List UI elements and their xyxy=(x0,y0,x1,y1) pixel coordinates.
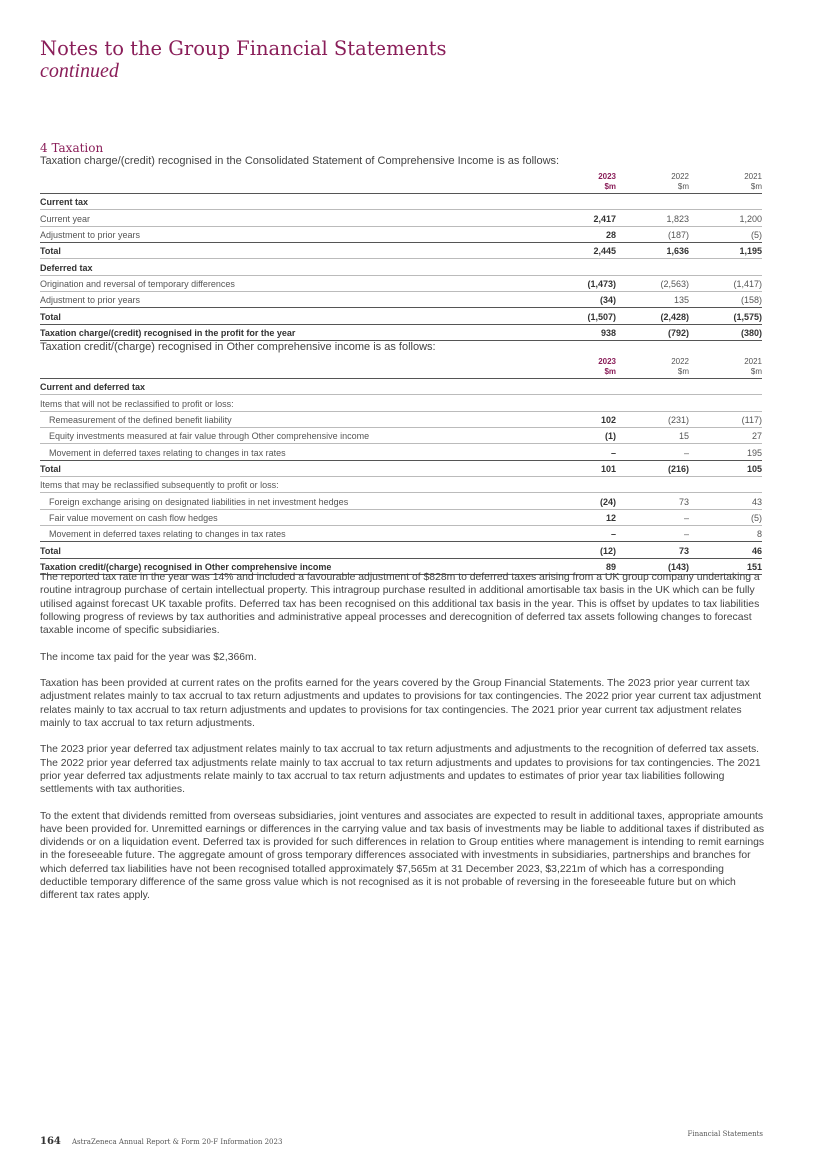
col-2022: 2022 $m xyxy=(671,357,689,376)
cell-2021: (5) xyxy=(751,230,762,241)
row-heading: Deferred tax xyxy=(40,262,93,273)
cell-2021: 151 xyxy=(746,562,762,573)
paragraph: To the extent that dividends remitted from overseas subsidiaries, joint ventures and associates are expected to result in additional taxes, appropriate amounts have been provided for. Unremitted earnings or differences in the carrying value and tax basis of investments may be liable to additional taxes if distributed as dividends or on a liquidation event. Deferred tax is provided for such differences in relation to Group entities where management is intending to remit earnings in the foreseeable future. The aggregate amount of gross temporary differences associated with investments in subsidiaries, partnerships and branches for which deferred tax liabilities have not been recognised totalled approximately $7,565m at 31 December 2023, $3,221m of which has a corresponding deductible temporary difference of the same gross value which is not recognised as it is not probable of reversing in the foreseeable future but on which different tax rates apply. xyxy=(40,810,765,902)
cell-2022: 73 xyxy=(678,545,689,556)
row-label: Current year xyxy=(40,213,91,224)
table-header-row xyxy=(40,169,762,194)
cell-2023: (1,507) xyxy=(587,311,616,322)
total-row xyxy=(40,308,762,324)
table-row xyxy=(40,395,762,411)
table-row xyxy=(40,194,762,210)
cell-2023: (12) xyxy=(599,545,616,556)
section-name: Financial Statements xyxy=(687,1130,763,1138)
col-2022: 2022 $m xyxy=(671,172,689,191)
cell-2021: 195 xyxy=(746,447,762,458)
paragraph: The income tax paid for the year was $2,366m. xyxy=(40,651,257,663)
col-2021: 2021 $m xyxy=(744,172,762,191)
row-label: Movement in deferred taxes relating to changes in tax rates xyxy=(49,529,286,540)
table-row xyxy=(40,444,762,460)
cell-2022: (143) xyxy=(667,562,689,573)
page-subtitle: continued xyxy=(40,60,119,82)
cell-2023: (1) xyxy=(605,431,616,442)
table-row xyxy=(40,428,762,444)
cell-2023: 28 xyxy=(605,230,616,241)
cell-2022: (187) xyxy=(667,230,689,241)
cell-2022: (216) xyxy=(667,464,689,475)
row-label: Taxation charge/(credit) recognised in the profit for the year xyxy=(40,328,296,339)
cell-2022: 135 xyxy=(673,295,689,306)
cell-2021: 8 xyxy=(756,529,762,540)
cell-2023: 89 xyxy=(605,562,616,573)
cell-2021: 105 xyxy=(746,464,762,475)
cell-2022: 15 xyxy=(678,431,689,442)
report-name: AstraZeneca Annual Report & Form 20-F Information 2023 xyxy=(71,1138,283,1146)
total-row xyxy=(40,542,762,558)
table-row xyxy=(40,526,762,542)
cell-2023: (1,473) xyxy=(587,279,616,290)
row-label: Remeasurement of the defined benefit liability xyxy=(49,415,232,426)
cell-2023: 2,417 xyxy=(593,213,616,224)
row-label: Equity investments measured at fair value through Other comprehensive income xyxy=(49,431,370,442)
paragraph: Taxation has been provided at current rates on the profits earned for the years covered by the Group Financial Statements. The 2023 prior year current tax adjustment relates mainly to tax accrual to tax return adjustments and updates to provisions for tax contingencies. The 2022 prior year current tax adjustment relates mainly to tax accrual to tax return adjustments and updates to provisions for tax contingencies. The 2021 prior year current tax adjustment relates mainly to tax accrual to tax return adjustments. xyxy=(40,678,762,729)
row-label: Movement in deferred taxes relating to changes in tax rates xyxy=(49,447,286,458)
row-label: Total xyxy=(40,545,61,556)
table-row xyxy=(40,477,762,493)
page-title: Notes to the Group Financial Statements xyxy=(40,37,447,60)
cell-2023: 102 xyxy=(600,415,616,426)
row-label: Adjustment to prior years xyxy=(40,230,141,241)
cell-2022: – xyxy=(683,513,689,524)
cell-2021: (1,575) xyxy=(733,311,762,322)
row-label: Total xyxy=(40,246,61,257)
cell-2022: 1,636 xyxy=(666,246,689,257)
cell-2022: – xyxy=(683,529,689,540)
cell-2023: – xyxy=(610,529,616,540)
cell-2022: 73 xyxy=(678,496,689,507)
paragraph: The 2023 prior year deferred tax adjustment relates mainly to tax accrual to tax return adjustments and adjustments to the recognition of deferred tax assets. The 2022 prior year deferred tax adjustments relate mainly to tax accrual to tax return adjustments and updates to provisions for tax contingencies. The 2021 prior year deferred tax adjustments relate mainly to tax accrual to tax return adjustments and updates to estimates of prior year tax liabilities following settlements with tax authorities. xyxy=(40,744,761,796)
cell-2022: (792) xyxy=(667,328,689,339)
col-2021: 2021 $m xyxy=(744,357,762,376)
table-row xyxy=(40,259,762,275)
table-row xyxy=(40,411,762,427)
total-row xyxy=(40,243,762,259)
col-2023: 2023 $m xyxy=(598,172,616,191)
col-2023: 2023 $m xyxy=(598,357,616,376)
table-row xyxy=(40,226,762,242)
cell-2023: (34) xyxy=(599,295,616,306)
cell-2023: – xyxy=(610,447,616,458)
paragraph: The reported tax rate in the year was 14% and included a favourable adjustment of $828m to deferred taxes arising from a UK group company undertaking a routine intragroup purchase of certain intellectual property. This intragroup purchase resulted in additional amortisable tax basis in the UK which can be fully utilised against forecast UK taxable profits. Deferred tax has been recognised on this additional tax basis in the year. This is offset by updates to tax liabilities following progress of reviews by tax authorities and administrative appeal processes and derecognition of deferred tax assets following changes to forecast taxable income of specific subsidiaries. xyxy=(40,572,760,636)
cell-2021: (117) xyxy=(741,415,762,426)
table-row xyxy=(40,292,762,308)
cell-2022: (231) xyxy=(667,415,689,426)
cell-2022: (2,428) xyxy=(660,311,689,322)
row-label: Taxation credit/(charge) recognised in Other comprehensive income xyxy=(40,562,332,573)
cell-2022: – xyxy=(683,447,689,458)
row-label: Total xyxy=(40,311,61,322)
section-title: 4 Taxation xyxy=(40,141,104,155)
group-label: Items that will not be reclassified to profit or loss: xyxy=(40,398,234,409)
group-label: Items that may be reclassified subsequently to profit or loss: xyxy=(40,480,279,491)
cell-2021: (158) xyxy=(740,295,762,306)
table-row xyxy=(40,275,762,291)
cell-2021: 46 xyxy=(751,545,762,556)
table-row xyxy=(40,493,762,509)
table2-intro: Taxation credit/(charge) recognised in Other comprehensive income is as follows: xyxy=(40,341,436,353)
page-number: 164 xyxy=(40,1136,61,1147)
grand-total-row xyxy=(40,324,762,340)
total-row xyxy=(40,460,762,476)
row-heading: Current tax xyxy=(40,197,89,208)
cell-2021: 1,195 xyxy=(739,246,762,257)
cell-2021: (5) xyxy=(751,513,762,524)
page-footer xyxy=(40,1129,763,1148)
cell-2021: 1,200 xyxy=(739,213,762,224)
oci-tax-table xyxy=(40,354,762,575)
cell-2022: 1,823 xyxy=(666,213,689,224)
cell-2021: (1,417) xyxy=(733,279,762,290)
row-label: Adjustment to prior years xyxy=(40,295,141,306)
cell-2023: 2,445 xyxy=(593,246,616,257)
cell-2023: (24) xyxy=(599,496,616,507)
cell-2022: (2,563) xyxy=(660,279,689,290)
table-header-row xyxy=(40,354,762,379)
row-label: Fair value movement on cash flow hedges xyxy=(49,513,218,524)
body-text xyxy=(40,571,765,916)
table-row xyxy=(40,210,762,226)
cell-2023: 101 xyxy=(600,464,616,475)
row-heading: Current and deferred tax xyxy=(40,382,146,393)
cell-2021: (380) xyxy=(740,328,762,339)
table1-intro: Taxation charge/(credit) recognised in the Consolidated Statement of Comprehensive Income is as follows: xyxy=(40,155,560,167)
cell-2023: 938 xyxy=(600,328,616,339)
cell-2021: 27 xyxy=(751,431,762,442)
row-label: Foreign exchange arising on designated liabilities in net investment hedges xyxy=(49,496,349,507)
row-label: Origination and reversal of temporary differences xyxy=(40,279,235,290)
row-label: Total xyxy=(40,464,61,475)
tax-charge-table xyxy=(40,169,762,341)
table-row xyxy=(40,379,762,395)
cell-2023: 12 xyxy=(605,513,616,524)
table-row xyxy=(40,509,762,525)
cell-2021: 43 xyxy=(751,496,762,507)
